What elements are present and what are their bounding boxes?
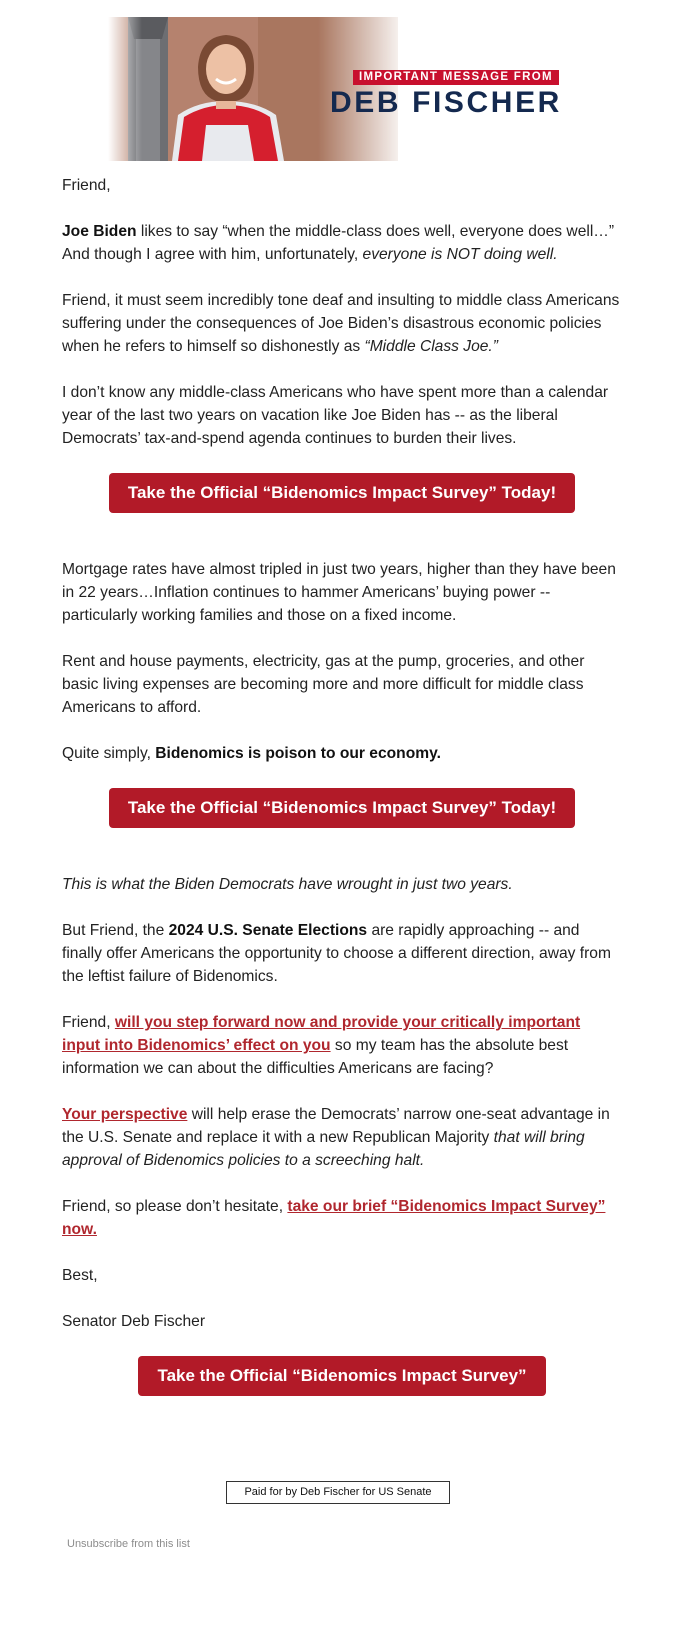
bold-text: 2024 U.S. Senate Elections	[168, 922, 368, 939]
letter-body	[62, 174, 622, 1441]
survey-cta-button-3[interactable]: Take the Official “Bidenomics Impact Survey”	[138, 1356, 545, 1396]
text: Friend, so please don’t hesitate,	[62, 1198, 288, 1215]
text: so my team has the absolute best information we can about the difficulties Americans are facing?	[62, 1037, 569, 1077]
paragraph-2	[62, 289, 622, 358]
paragraph-1	[62, 220, 622, 266]
paragraph-5: Rent and house payments, electricity, gas at the pump, groceries, and other basic living expenses are becoming more and more difficult for middle class Americans to afford.	[62, 653, 585, 716]
text: But Friend, the	[62, 922, 169, 939]
survey-cta-button-2[interactable]: Take the Official “Bidenomics Impact Survey” Today!	[109, 788, 575, 828]
text: likes to say “when the middle-class does well, everyone does well…” And though I agree with him, unfortunately,	[62, 223, 615, 263]
italic-text: “Middle Class Joe.”	[364, 338, 498, 355]
text: Friend, it must seem incredibly tone deaf and insulting to middle class Americans suffering under the consequences of Joe Biden’s disastrous economic policies when he refers to himself so dishonestly as	[62, 292, 620, 355]
banner-name: DEB FISCHER	[330, 86, 562, 119]
paragraph-6	[62, 742, 622, 765]
greeting: Friend,	[62, 177, 111, 194]
bold-text: Joe Biden	[62, 223, 137, 240]
survey-cta-button-1[interactable]: Take the Official “Bidenomics Impact Survey” Today!	[109, 473, 575, 513]
unsubscribe-link[interactable]: Unsubscribe from this list	[67, 1538, 190, 1550]
bold-text: Bidenomics is poison to our economy.	[155, 745, 441, 762]
italic-text: that will bring approval of Bidenomics policies to a screeching halt.	[62, 1129, 585, 1169]
signature: Senator Deb Fischer	[62, 1313, 206, 1330]
header-banner	[108, 17, 596, 161]
paragraph-10	[62, 1103, 622, 1172]
paragraph-7	[62, 873, 622, 896]
paragraph-11	[62, 1195, 622, 1241]
cta-container	[62, 788, 622, 828]
closing: Best,	[62, 1267, 98, 1284]
paragraph-3: I don’t know any middle-class Americans who have spent more than a calendar year of the last two years on vacation like Joe Biden has -- as the liberal Democrats’ tax-and-spend agenda continues to burden their lives.	[62, 384, 609, 447]
survey-now-link[interactable]: take our brief “Bidenomics Impact Survey” now.	[62, 1198, 606, 1238]
text: are rapidly approaching -- and finally offer Americans the opportunity to choose a different direction, away from the leftist failure of Bidenomics.	[62, 922, 611, 985]
your-perspective-link[interactable]: Your perspective	[62, 1106, 188, 1123]
cta-container	[62, 473, 622, 513]
paragraph-9	[62, 1011, 622, 1080]
text: will help erase the Democrats’ narrow one-seat advantage in the U.S. Senate and replace it with a new Republican Majority	[62, 1106, 610, 1146]
banner-tagline: IMPORTANT MESSAGE FROM	[353, 70, 559, 85]
survey-input-link[interactable]: will you step forward now and provide your critically important input into Bidenomics’ effect on you	[62, 1014, 581, 1054]
paragraph-8	[62, 919, 622, 988]
italic-text: This is what the Biden Democrats have wrought in just two years.	[62, 876, 513, 893]
paid-for-disclaimer: Paid for by Deb Fischer for US Senate	[226, 1481, 450, 1504]
cta-container	[62, 1356, 622, 1396]
italic-text: everyone is NOT doing well.	[362, 246, 558, 263]
text: Quite simply,	[62, 745, 156, 762]
paragraph-4: Mortgage rates have almost tripled in just two years, higher than they have been in 22 years…Inflation continues to hammer Americans’ buying power -- particularly working families and those on a fixed income.	[62, 561, 616, 624]
text: Friend,	[62, 1014, 115, 1031]
